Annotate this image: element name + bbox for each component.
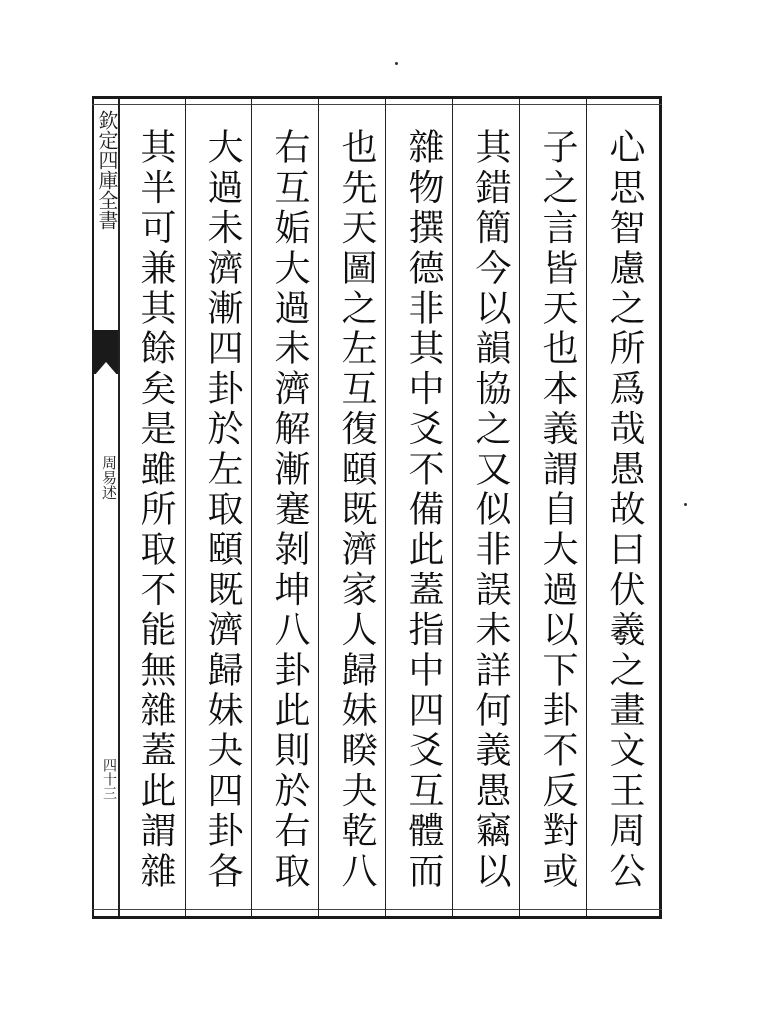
column-rule bbox=[185, 99, 186, 916]
text-column-6: 右互姤大過未濟解漸蹇剝坤八卦此則於右取 bbox=[269, 128, 310, 892]
text-column-7: 大過未濟漸四卦於左取頤既濟歸妹夬四卦各 bbox=[202, 128, 243, 892]
border-inner-top-line bbox=[92, 104, 662, 105]
border-inner-bottom-line bbox=[92, 909, 662, 910]
book-name: 周易述 bbox=[100, 455, 118, 500]
scan-speck bbox=[395, 62, 398, 65]
text-column-3: 其錯簡今以韻協之又似非誤未詳何義愚竊以 bbox=[470, 128, 511, 892]
page-number: 四十三 bbox=[101, 758, 117, 800]
scan-speck bbox=[684, 503, 687, 506]
text-column-2: 子之言皆天也本義謂自大過以下卦不反對或 bbox=[537, 128, 578, 892]
text-column-4: 雜物撰德非其中爻不備此蓋指中四爻互體而 bbox=[403, 128, 444, 892]
margin-title: 欽定四庫全書 bbox=[95, 110, 119, 230]
text-column-8: 其半可兼其餘矣是雖所取不能無雜蓋此謂雜 bbox=[135, 128, 176, 892]
text-column-1: 心思智慮之所爲哉愚故曰伏羲之畫文王周公 bbox=[604, 128, 645, 892]
text-column-5: 也先天圖之左互復頤既濟家人歸妹睽夬乾八 bbox=[336, 128, 377, 892]
